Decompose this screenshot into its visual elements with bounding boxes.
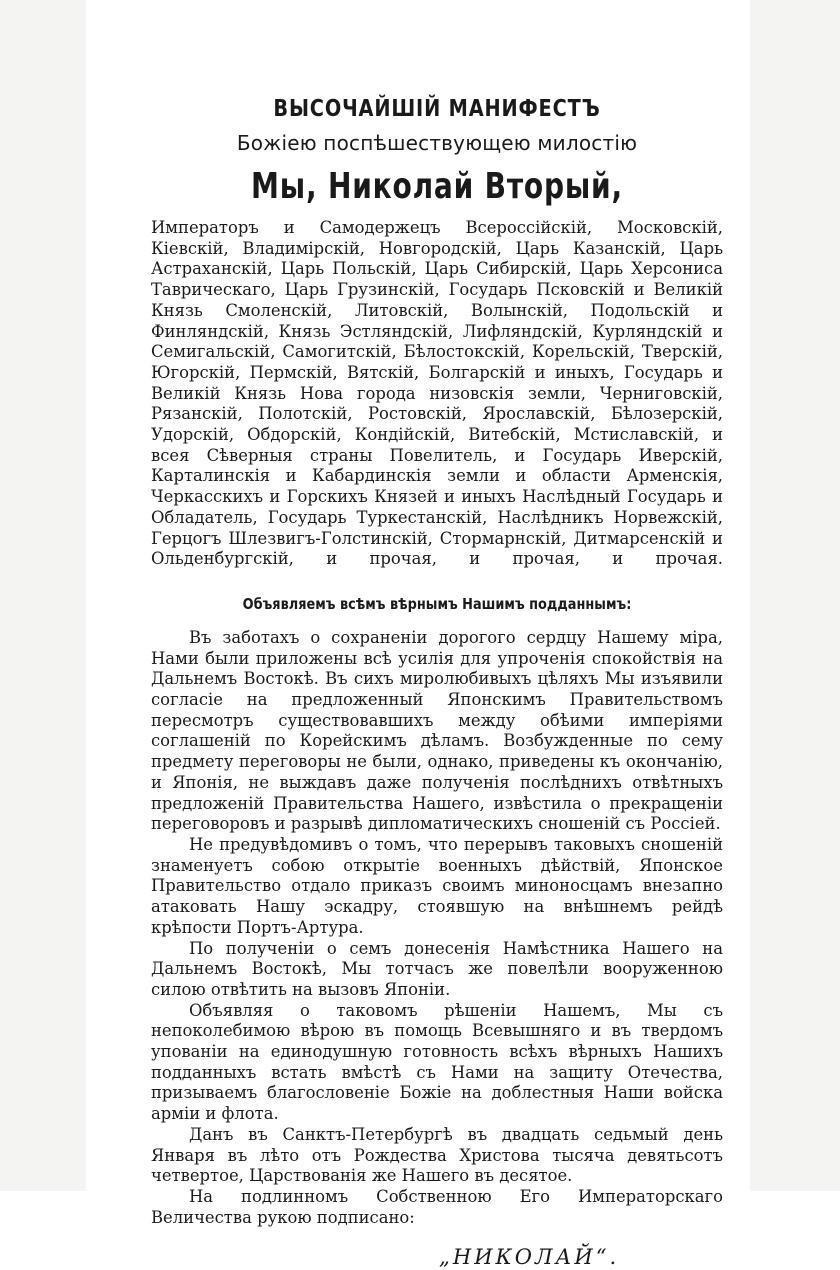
manifesto-body bbox=[151, 94, 723, 1270]
scan-margin-left bbox=[0, 0, 86, 1191]
paragraph: Въ заботахъ о сохраненіи дорогого сердцу Нашему міра, Нами были приложены всѣ усилія для упроченія спокойствія на Дальнемъ Востокѣ. Въ сихъ миролюбивыхъ цѣляхъ Мы изъявили согласіе на предложенный Японскимъ Правительствомъ пересмотръ существовавшихъ между обѣими имперіями соглашеній по Корейскимъ дѣламъ. Возбужденные по сему предмету переговоры не были, однако, приведены къ окончанію, и Японія, не выждавъ даже полученія послѣднихъ отвѣтныхъ предложеній Правительства Нашего, извѣстила о прекращеніи переговоровъ и разрывѣ дипломатическихъ сношеній съ Россіей. bbox=[151, 627, 723, 834]
document-title: ВЫСОЧАЙШІЙ МАНИФЕСТЪ bbox=[273, 96, 601, 122]
address-heading: Объявляемъ всѣмъ вѣрнымъ Нашимъ подданнымъ: bbox=[242, 594, 632, 613]
paragraph: Не предувѣдомивъ о томъ, что перерывъ таковыхъ сношеній знаменуетъ собою открытіе военныхъ дѣйствій, Японское Правительство отдало приказъ своимъ миноносцамъ внезапно атаковать Нашу эскадру, стоявшую на внѣшнемъ рейдѣ крѣпости Портъ-Артура. bbox=[151, 834, 723, 937]
paragraph: Данъ въ Санктъ-Петербургѣ въ двадцать седьмый день Января въ лѣто отъ Рождества Христова тысяча девятьсотъ четвертое, Царствованія же Нашего въ десятое. bbox=[151, 1124, 723, 1186]
paragraph: На подлинномъ Собственною Его Императорскаго Величества рукою подписано: bbox=[151, 1186, 723, 1227]
signature: „НИКОЛАЙ“. bbox=[439, 1245, 620, 1270]
paragraph: Объявляя о таковомъ рѣшеніи Нашемъ, Мы съ непоколебимою вѣрою въ помощь Всевышняго и въ твердомъ упованіи на единодушную готовность всѣхъ вѣрныхъ Нашихъ подданныхъ встать вмѣстѣ съ Нами на защиту Отечества, призываемъ благословеніе Божіе на доблестныя Наши войска арміи и флота. bbox=[151, 1000, 723, 1124]
sovereign-name: Мы, Николай Вторый, bbox=[251, 166, 623, 207]
paragraph: По полученіи о семъ донесенія Намѣстника Нашего на Дальнемъ Востокѣ, Мы тотчасъ же повелѣли вооруженною силою отвѣтить на вызовъ Японіи. bbox=[151, 938, 723, 999]
document-subtitle: Божіею поспѣшествующею милостію bbox=[236, 131, 638, 155]
scan-margin-right bbox=[750, 0, 840, 1191]
imperial-titles: Императоръ и Самодержецъ Всероссійскій, Московскій, Кіевскій, Владимірскій, Новгородскій, Царь Казанскій, Царь Астраханскій, Царь Польскій, Царь Сибирскій, Царь Херсониса Таврическаго, Царь Грузинскій, Государь Псковскій и Великій Князь Смоленскій, Литовскій, Волынскій, Подольскій и Финляндскій, Князь Эстляндскій, Лифляндскій, Курляндскій и Семигальскій, Самогитскій, Бѣлостокскій, Корельскій, Тверскій, Югорскій, Пермскій, Вятскій, Болгарскій и иныхъ, Государь и Великій Князь Нова города низовскія земли, Черниговскій, Рязанскій, Полотскій, Ростовскій, Ярославскій, Бѣлозерскій, Удорскій, Обдорскій, Кондійскій, Витебскій, Мстиславскій, и всея Сѣверныя страны Повелитель, и Государь Иверскій, Карталинскія и Кабардинскія земли и области Арменскія, Черкасскихъ и Горскихъ Князей и иныхъ Наслѣдный Государь и Обладатель, Государь Туркестанскій, Наслѣдникъ Норвежскій, Герцогъ Шлезвигъ-Голстинскій, Стормарнскій, Дитмарсенскій и Ольденбургскій, и прочая, и прочая, и прочая. bbox=[151, 218, 723, 569]
